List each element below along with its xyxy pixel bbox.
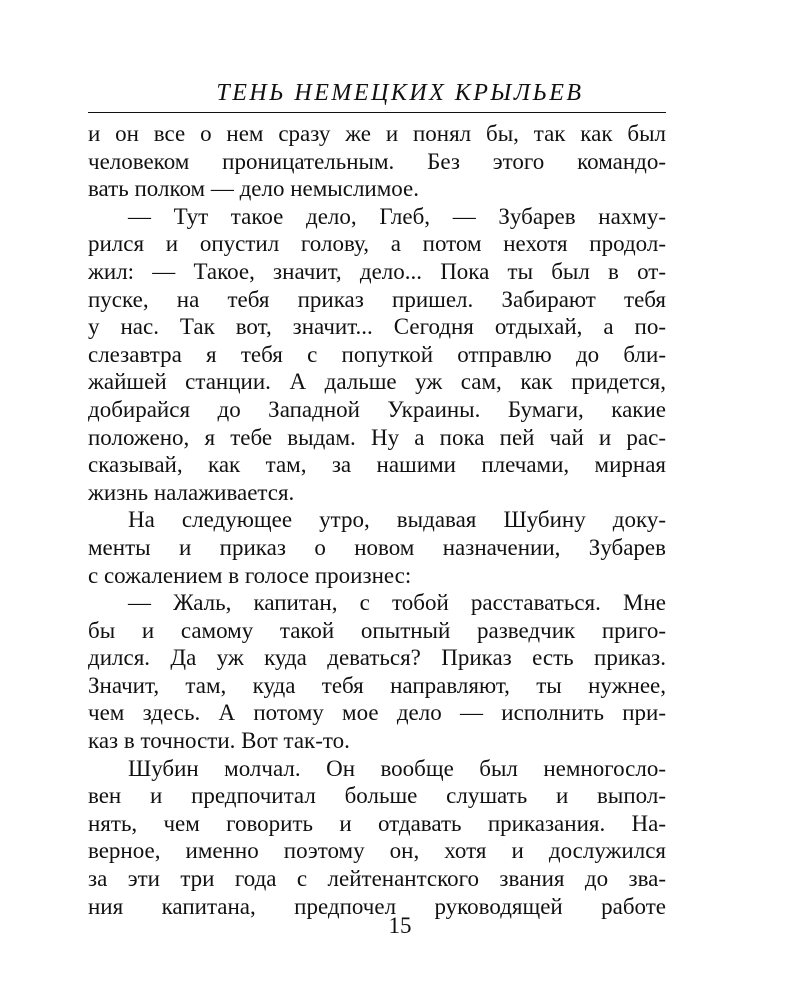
text-line: рился и опустил голову, а потом нехотя продол- (88, 231, 666, 257)
running-head-title: ТЕНЬ НЕМЕЦКИХ КРЫЛЬЕВ (216, 80, 584, 106)
text-line: каз в точности. Вот так-то. (88, 728, 350, 754)
text-line: жил: — Такое, значит, дело... Пока ты был в от- (88, 258, 666, 284)
text-line: верное, именно поэтому он, хотя и дослужился (88, 838, 666, 864)
text-line: вен и предпочитал больше слушать и выпол- (88, 783, 666, 809)
text-line: и он все о нем сразу же и понял бы, так как был (88, 121, 666, 146)
text-line: человеком проницательным. Без этого командо- (88, 148, 666, 174)
text-line: у нас. Так вот, значит... Сегодня отдыхай, а по- (88, 314, 666, 340)
text-line: жизнь налаживается. (88, 479, 295, 505)
text-line: На следующее утро, выдавая Шубину доку- (128, 507, 666, 533)
text-line: жайшей станции. А дальше уж сам, как придется, (88, 369, 666, 395)
text-line: сказывай, как там, за нашими плечами, мирная (88, 452, 666, 478)
text-line: — Тут такое дело, Глеб, — Зубарев нахму- (128, 203, 666, 229)
text-line: — Жаль, капитан, с тобой расставаться. Мне (128, 590, 666, 616)
body-text (88, 120, 666, 920)
text-line: ния капитана, предпочел руководящей работе (88, 893, 666, 919)
text-line: Шубин молчал. Он вообще был немногосло- (128, 755, 666, 781)
text-line: чем здесь. А потому мое дело — исполнить при- (88, 700, 666, 726)
text-line: менты и приказ о новом назначении, Зубарев (88, 534, 666, 560)
text-line: с сожалением в голосе произнес: (88, 562, 412, 588)
header-rule (88, 112, 666, 113)
text-line: пуске, на тебя приказ пришел. Забирают тебя (88, 286, 666, 312)
text-line: нять, чем говорить и отдавать приказания. На- (88, 810, 666, 836)
text-line: дился. Да уж куда деваться? Приказ есть приказ. (88, 645, 666, 671)
text-line: бы и самому такой опытный разведчик приго- (88, 617, 666, 643)
text-line: добирайся до Западной Украины. Бумаги, какие (88, 396, 666, 422)
text-line: Значит, там, куда тебя направляют, ты нужнее, (88, 672, 666, 698)
text-line: вать полком — дело немыслимое. (88, 176, 420, 202)
text-line: слезавтра я тебя с попуткой отправлю до бли- (88, 341, 666, 367)
text-line: за эти три года с лейтенантского звания до зва- (88, 866, 666, 892)
page-number: 15 (388, 913, 412, 938)
text-line: положено, я тебе выдам. Ну а пока пей чай и рас- (88, 424, 666, 450)
